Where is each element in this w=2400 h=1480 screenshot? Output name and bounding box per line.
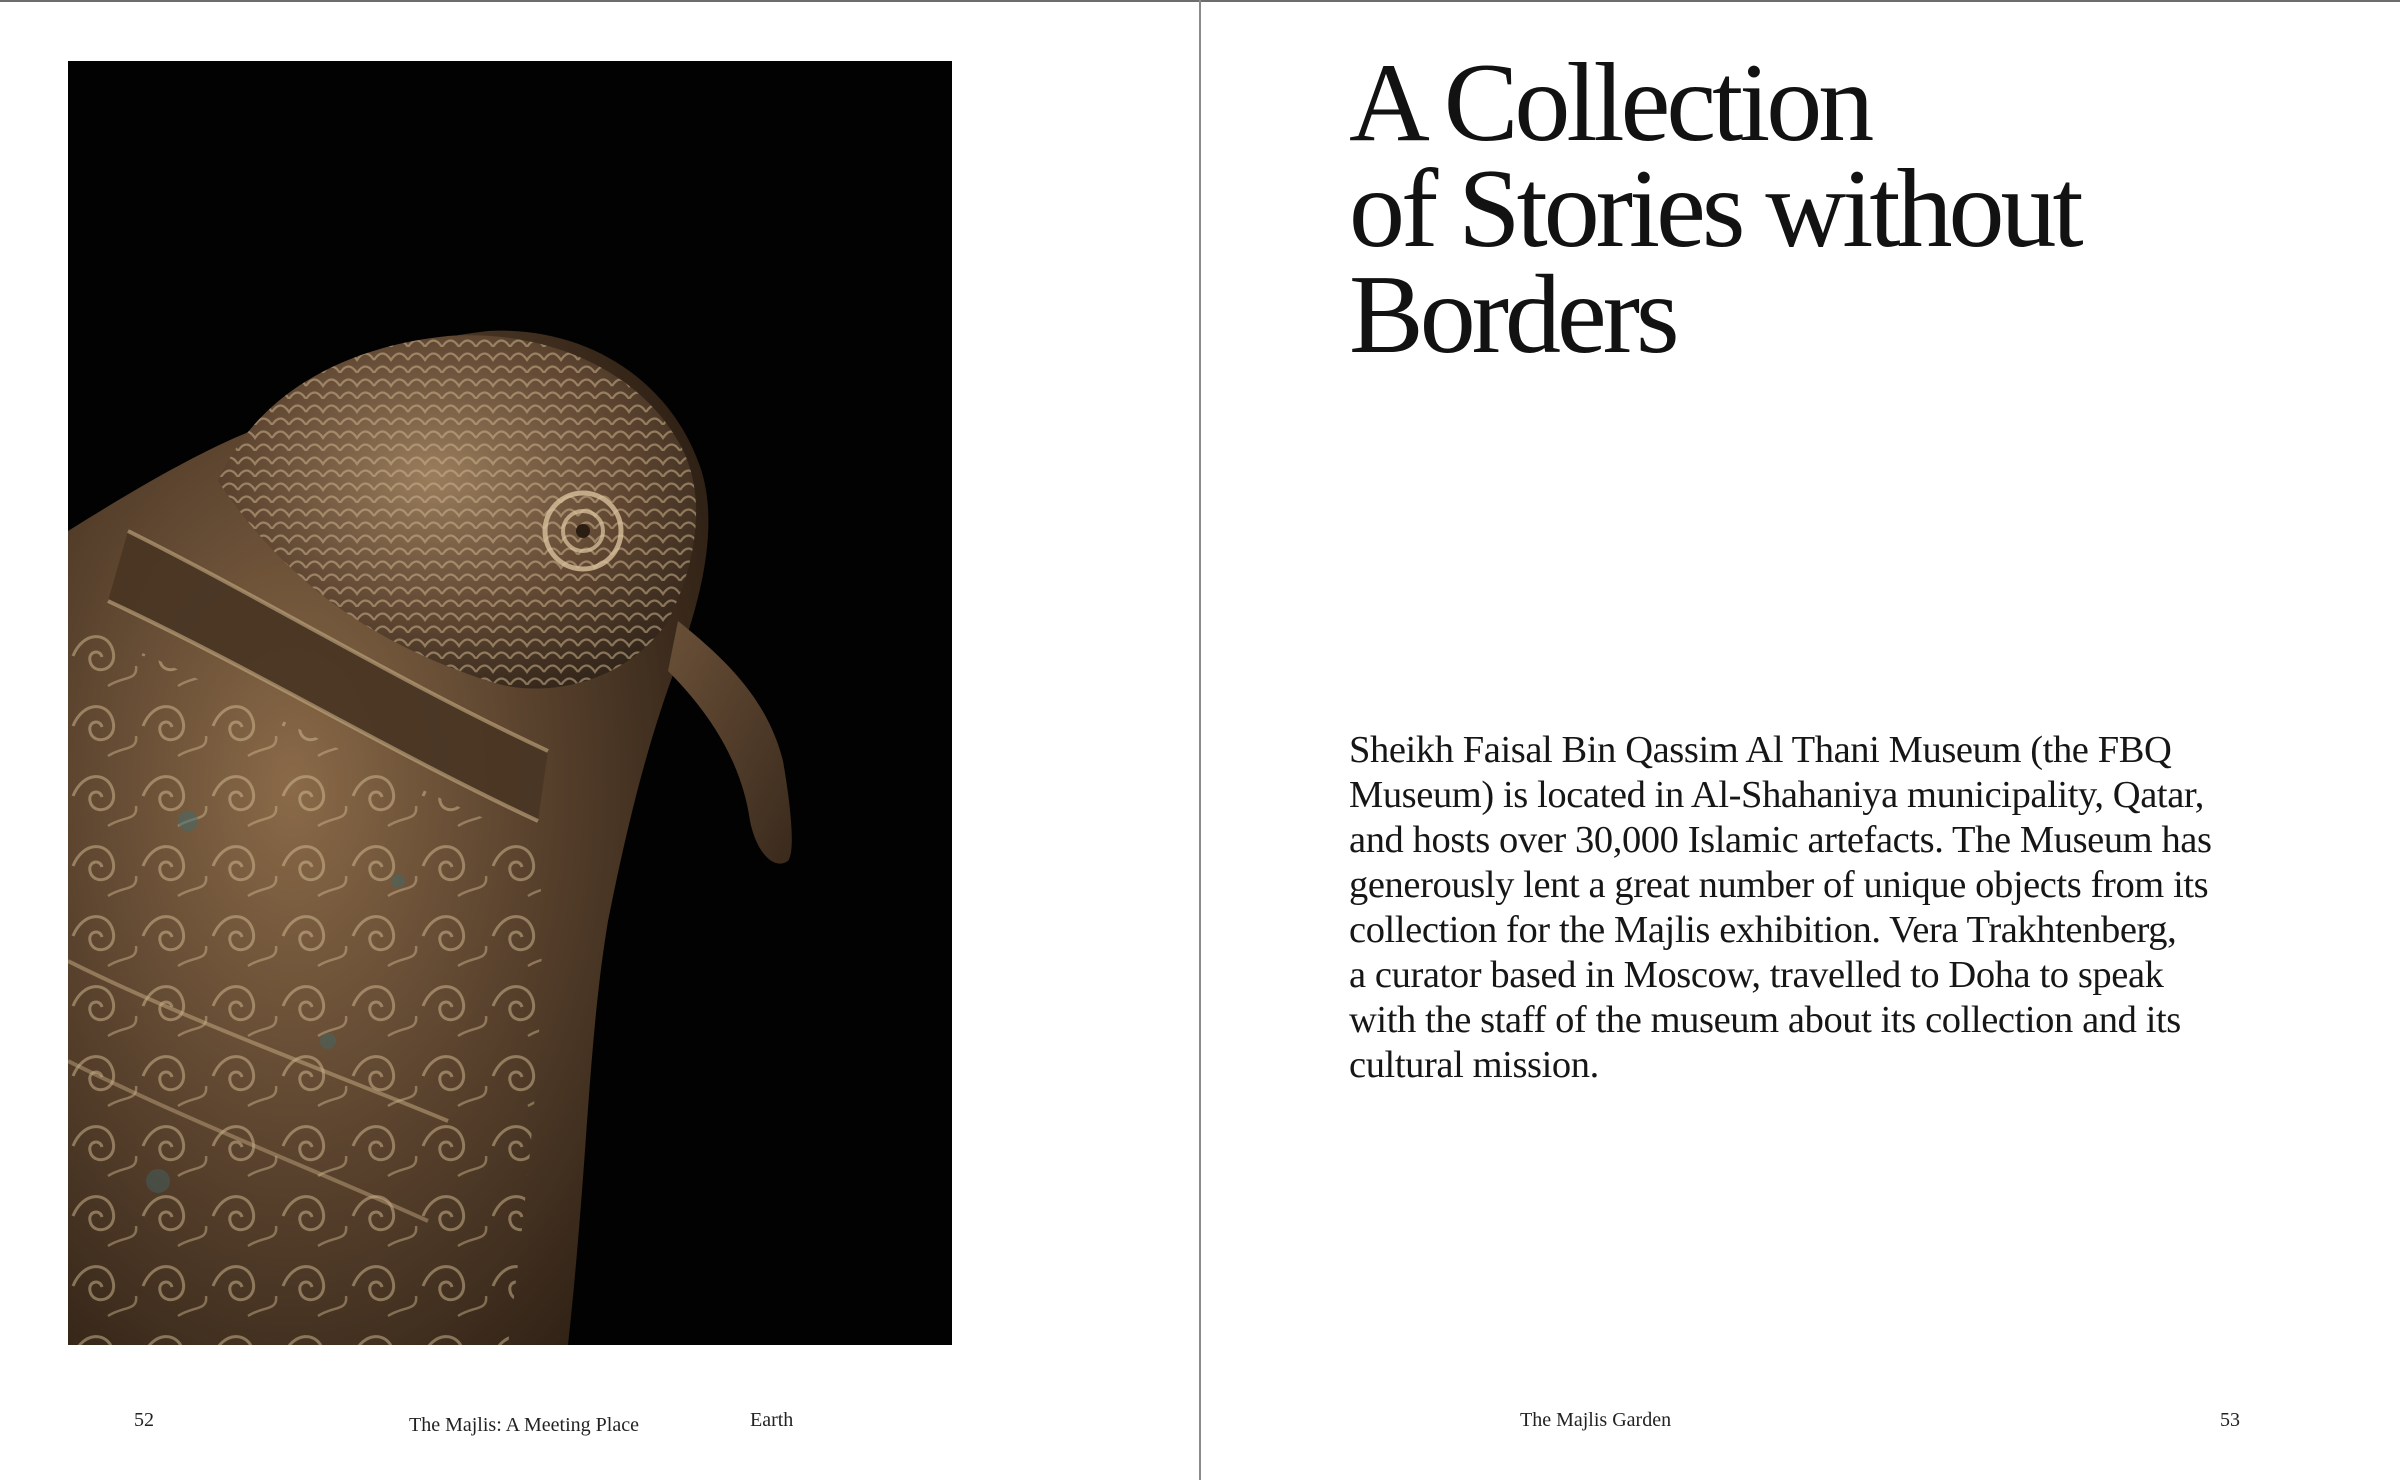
page-number-left: 52 [134, 1409, 154, 1431]
paragraph-line: and hosts over 30,000 Islamic artefacts. The Museum has [1349, 819, 2212, 861]
intro-paragraph [1349, 728, 2269, 1088]
article-title [1349, 41, 2309, 377]
running-title-right: The Majlis Garden [1520, 1409, 1672, 1431]
paragraph-line: Sheikh Faisal Bin Qassim Al Thani Museum (the FBQ [1349, 729, 2172, 771]
paragraph-line: a curator based in Moscow, travelled to Doha to speak [1349, 954, 2164, 996]
paragraph-line: generously lent a great number of unique objects from its [1349, 864, 2209, 906]
running-title-left: The Majlis: A Meeting Place [409, 1414, 639, 1436]
paragraph-line: collection for the Majlis exhibition. Vera Trakhtenberg, [1349, 909, 2177, 951]
artefact-photograph [68, 61, 952, 1345]
paragraph-line: Museum) is located in Al-Shahaniya municipality, Qatar, [1349, 774, 2204, 816]
paragraph-line: with the staff of the museum about its collection and its [1349, 999, 2181, 1041]
left-page [0, 0, 1199, 1480]
paragraph-line: cultural mission. [1349, 1044, 1599, 1086]
title-line: Borders [1349, 253, 1676, 377]
right-page [1201, 0, 2400, 1480]
carved-bird-artefact-image [68, 61, 952, 1345]
title-line: of Stories without [1349, 147, 2080, 271]
title-line: A Collection [1349, 41, 1871, 165]
section-label: Earth [750, 1409, 794, 1431]
page-number-right: 53 [2220, 1409, 2240, 1431]
